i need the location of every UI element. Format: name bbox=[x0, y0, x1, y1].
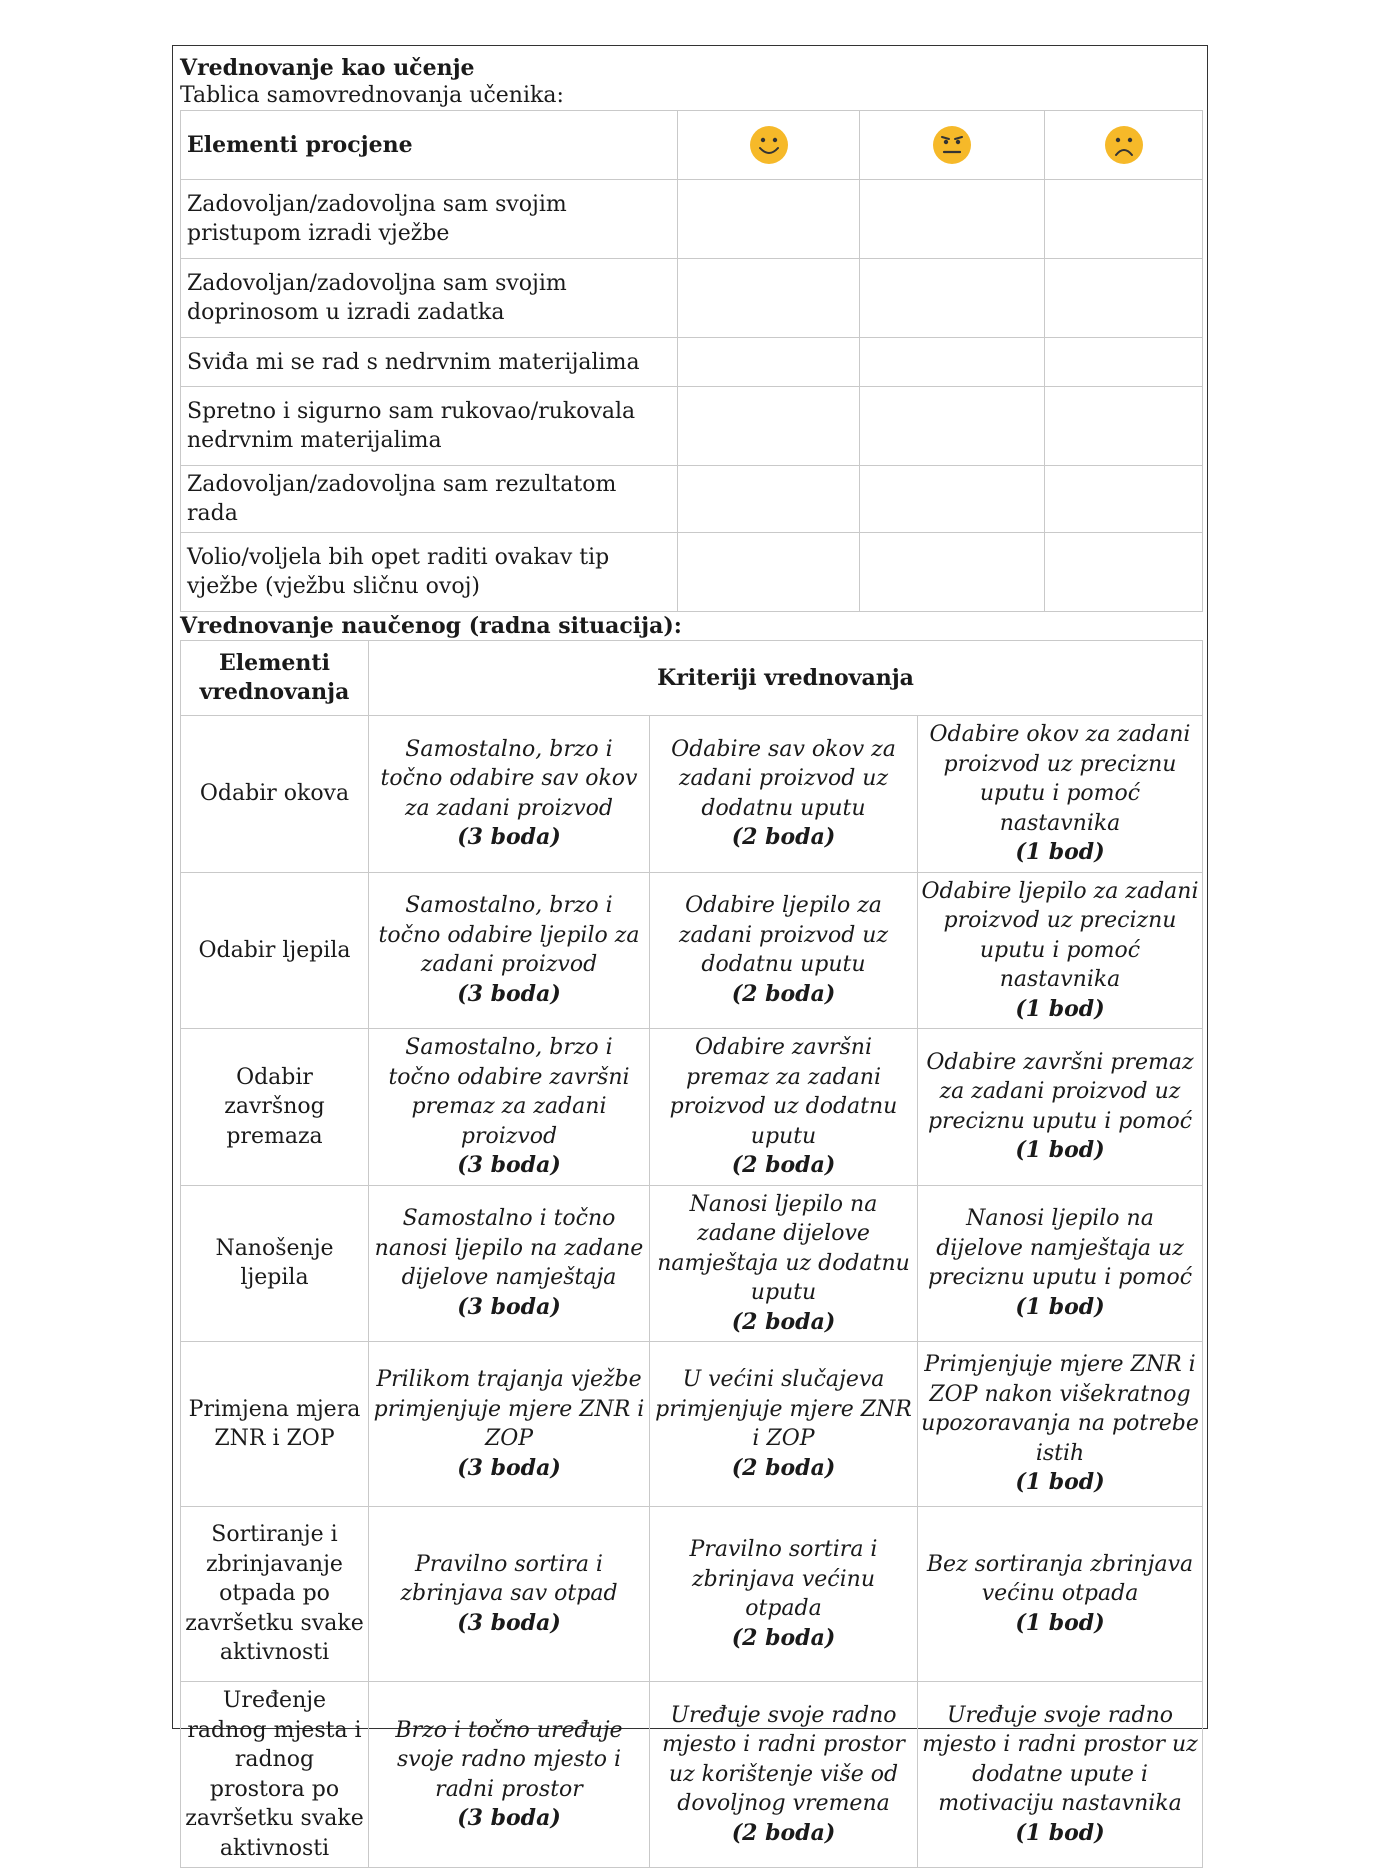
criterion-points: (1 bod) bbox=[1015, 1469, 1105, 1496]
criterion-text: Primjenjuje mjere ZNR i ZOP nakon višekratnog upozoravanja na potrebe istih bbox=[921, 1352, 1199, 1466]
criterion-text: Odabire ljepilo za zadani proizvod uz dodatnu uputu bbox=[678, 893, 889, 978]
smile-face-icon bbox=[749, 125, 789, 165]
rating-cell-neutral[interactable] bbox=[860, 387, 1045, 466]
evaluation-header-elements: Elementi vrednovanja bbox=[181, 641, 369, 716]
self-assessment-statement: Zadovoljan/zadovoljna sam svojim doprinosom u izradi zadatka bbox=[181, 259, 678, 338]
criterion-text: Uređuje svoje radno mjesto i radni prostor uz korištenje više od dovoljnog vremena bbox=[662, 1702, 905, 1817]
section1-subtitle: Tablica samovrednovanja učenika: bbox=[180, 83, 564, 108]
evaluation-row bbox=[181, 716, 1203, 873]
criterion-cell bbox=[918, 716, 1203, 873]
rating-cell-happy[interactable] bbox=[678, 387, 860, 466]
criterion-text: Pravilno sortira i zbrinjava sav otpad bbox=[400, 1551, 618, 1607]
rating-cell-neutral[interactable] bbox=[860, 466, 1045, 533]
self-assessment-statement: Sviđa mi se rad s nedrvnim materijalima bbox=[181, 338, 678, 387]
criterion-text: Uređuje svoje radno mjesto i radni prostor uz dodatne upute i motivaciju nastavnika bbox=[922, 1702, 1198, 1817]
criterion-cell bbox=[918, 1185, 1203, 1342]
criterion-text: Nanosi ljepilo na zadane dijelove namještaja uz dodatnu uputu bbox=[657, 1191, 910, 1305]
section1-title: Vrednovanje kao učenje bbox=[180, 55, 475, 81]
rating-cell-happy[interactable] bbox=[678, 533, 860, 612]
criterion-points: (3 boda) bbox=[457, 980, 561, 1007]
criterion-cell bbox=[369, 1507, 650, 1682]
rating-cell-neutral[interactable] bbox=[860, 533, 1045, 612]
evaluation-row bbox=[181, 1342, 1203, 1507]
criterion-text: Samostalno, brzo i točno odabire sav okov za zadani proizvod bbox=[380, 736, 638, 821]
criterion-points: (3 boda) bbox=[457, 1454, 561, 1481]
evaluation-element: Sortiranje i zbrinjavanje otpada po završetku svake aktivnosti bbox=[181, 1507, 369, 1682]
criterion-text: Odabire okov za zadani proizvod uz preciznu uputu i pomoć nastavnika bbox=[929, 722, 1191, 836]
evaluation-row bbox=[181, 1185, 1203, 1342]
self-assessment-statement: Volio/voljela bih opet raditi ovakav tip vježbe (vježbu sličnu ovoj) bbox=[181, 533, 678, 612]
evaluation-element: Odabir ljepila bbox=[181, 872, 369, 1029]
rating-cell-sad[interactable] bbox=[1045, 338, 1203, 387]
self-assessment-row bbox=[181, 338, 1203, 387]
rating-cell-sad[interactable] bbox=[1045, 466, 1203, 533]
criterion-cell bbox=[369, 1342, 650, 1507]
evaluation-element: Nanošenje ljepila bbox=[181, 1185, 369, 1342]
rating-cell-happy[interactable] bbox=[678, 466, 860, 533]
self-assessment-statement: Spretno i sigurno sam rukovao/rukovala nedrvnim materijalima bbox=[181, 387, 678, 466]
criterion-cell bbox=[650, 1342, 918, 1507]
self-assessment-header-sad bbox=[1045, 111, 1203, 180]
criterion-points: (3 boda) bbox=[457, 1152, 561, 1178]
self-assessment-header-happy bbox=[678, 111, 860, 180]
criterion-cell bbox=[650, 1682, 918, 1868]
document-frame bbox=[172, 45, 1208, 1861]
evaluation-header-criteria: Kriteriji vrednovanja bbox=[369, 641, 1203, 716]
criterion-points: (2 boda) bbox=[731, 1454, 836, 1481]
self-assessment-header-row bbox=[181, 111, 1203, 180]
criterion-points: (1 bod) bbox=[1015, 839, 1105, 865]
self-assessment-row bbox=[181, 533, 1203, 612]
rating-cell-happy[interactable] bbox=[678, 338, 860, 387]
criterion-text: Odabire ljepilo za zadani proizvod uz preciznu uputu i pomoć nastavnika bbox=[921, 878, 1199, 992]
criterion-points: (2 boda) bbox=[731, 1624, 836, 1651]
criterion-text: Samostalno, brzo i točno odabire ljepilo za zadani proizvod bbox=[378, 893, 640, 978]
evaluation-element: Primjena mjera ZNR i ZOP bbox=[181, 1342, 369, 1507]
criterion-points: (1 bod) bbox=[1015, 1819, 1105, 1846]
self-assessment-row bbox=[181, 259, 1203, 338]
criterion-points: (1 bod) bbox=[1015, 1293, 1105, 1320]
criterion-points: (2 boda) bbox=[731, 1152, 836, 1178]
sad-face-icon bbox=[1104, 125, 1144, 165]
criterion-text: Odabire završni premaz za zadani proizvod uz dodatnu uputu bbox=[669, 1035, 898, 1149]
criterion-cell bbox=[369, 872, 650, 1029]
rating-cell-neutral[interactable] bbox=[860, 338, 1045, 387]
evaluation-element: Uređenje radnog mjesta i radnog prostora po završetku svake aktivnosti bbox=[181, 1682, 369, 1868]
evaluation-row bbox=[181, 1682, 1203, 1868]
criterion-cell bbox=[918, 1682, 1203, 1868]
criterion-points: (3 boda) bbox=[457, 1609, 561, 1636]
criterion-cell bbox=[369, 1029, 650, 1186]
rating-cell-sad[interactable] bbox=[1045, 259, 1203, 338]
rating-cell-sad[interactable] bbox=[1045, 180, 1203, 259]
criterion-text: Samostalno, brzo i točno odabire završni premaz za zadani proizvod bbox=[388, 1035, 630, 1149]
criterion-cell bbox=[918, 1507, 1203, 1682]
criterion-cell bbox=[918, 1029, 1203, 1186]
self-assessment-row bbox=[181, 466, 1203, 533]
neutral-face-icon bbox=[932, 125, 972, 165]
criterion-points: (3 boda) bbox=[457, 1293, 561, 1320]
criterion-points: (1 bod) bbox=[1015, 1609, 1105, 1636]
criterion-points: (2 boda) bbox=[731, 1819, 836, 1846]
section2-title: Vrednovanje naučenog (radna situacija): bbox=[180, 613, 682, 639]
criterion-cell bbox=[650, 1507, 918, 1682]
criterion-points: (3 boda) bbox=[457, 1805, 561, 1831]
criterion-cell bbox=[650, 872, 918, 1029]
criterion-text: Nanosi ljepilo na dijelove namještaja uz preciznu uputu i pomoć bbox=[927, 1206, 1193, 1291]
criterion-cell bbox=[650, 716, 918, 873]
criterion-cell bbox=[369, 1185, 650, 1342]
evaluation-body bbox=[181, 716, 1203, 1868]
criterion-text: Bez sortiranja zbrinjava većinu otpada bbox=[926, 1551, 1194, 1607]
rating-cell-neutral[interactable] bbox=[860, 259, 1045, 338]
rating-cell-sad[interactable] bbox=[1045, 387, 1203, 466]
self-assessment-body bbox=[181, 180, 1203, 612]
criterion-points: (2 boda) bbox=[731, 1308, 836, 1335]
criterion-text: Pravilno sortira i zbrinjava većinu otpada bbox=[689, 1537, 878, 1621]
criterion-text: Samostalno i točno nanosi ljepilo na zadane dijelove namještaja bbox=[374, 1206, 644, 1291]
self-assessment-statement: Zadovoljan/zadovoljna sam svojim pristupom izradi vježbe bbox=[181, 180, 678, 259]
self-assessment-row bbox=[181, 387, 1203, 466]
document-content bbox=[180, 54, 1200, 1868]
evaluation-row bbox=[181, 1029, 1203, 1186]
self-assessment-statement: Zadovoljan/zadovoljna sam rezultatom rada bbox=[181, 466, 678, 533]
criterion-cell bbox=[650, 1185, 918, 1342]
criterion-cell bbox=[369, 1682, 650, 1868]
evaluation-row bbox=[181, 872, 1203, 1029]
rating-cell-neutral[interactable] bbox=[860, 180, 1045, 259]
criterion-points: (1 bod) bbox=[1015, 1137, 1105, 1164]
criterion-cell bbox=[650, 1029, 918, 1186]
self-assessment-header-label: Elementi procjene bbox=[181, 111, 678, 180]
criterion-cell bbox=[918, 872, 1203, 1029]
rating-cell-happy[interactable] bbox=[678, 180, 860, 259]
self-assessment-row bbox=[181, 180, 1203, 259]
criterion-points: (3 boda) bbox=[457, 824, 561, 851]
self-assessment-table bbox=[180, 110, 1203, 612]
evaluation-table bbox=[180, 640, 1203, 1868]
criterion-cell bbox=[918, 1342, 1203, 1507]
rating-cell-sad[interactable] bbox=[1045, 533, 1203, 612]
evaluation-element: Odabir okova bbox=[181, 716, 369, 873]
criterion-cell bbox=[369, 716, 650, 873]
criterion-text: U većini slučajeva primjenjuje mjere ZNR i ZOP bbox=[655, 1367, 912, 1451]
criterion-points: (1 bod) bbox=[1015, 995, 1105, 1022]
evaluation-element: Odabir završnog premaza bbox=[181, 1029, 369, 1186]
criterion-text: Odabire završni premaz za zadani proizvod uz preciznu uputu i pomoć bbox=[926, 1049, 1194, 1134]
criterion-points: (2 boda) bbox=[731, 980, 836, 1007]
evaluation-row bbox=[181, 1507, 1203, 1682]
criterion-text: Prilikom trajanja vježbe primjenjuje mjere ZNR i ZOP bbox=[373, 1367, 645, 1451]
rating-cell-happy[interactable] bbox=[678, 259, 860, 338]
criterion-points: (2 boda) bbox=[731, 824, 836, 851]
criterion-text: Odabire sav okov za zadani proizvod uz dodatnu uputu bbox=[671, 736, 896, 821]
evaluation-header-row bbox=[181, 641, 1203, 716]
criterion-text: Brzo i točno uređuje svoje radno mjesto i radni prostor bbox=[395, 1717, 623, 1802]
self-assessment-header-neutral bbox=[860, 111, 1045, 180]
